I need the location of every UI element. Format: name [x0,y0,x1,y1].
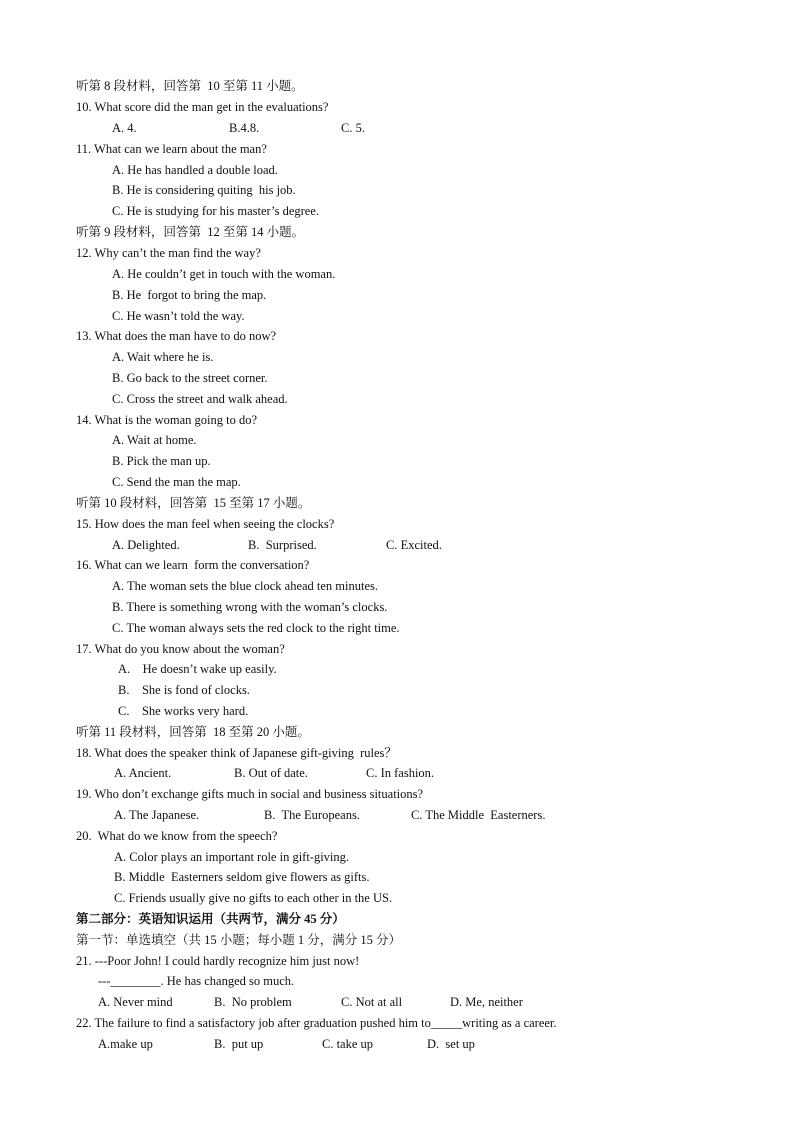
question-16: 16. What can we learn form the conversation? [76,558,310,572]
section-heading: 听第 9 段材料，回答第 12 至第 14 小题。 [76,225,305,239]
question-18: 18. What does the speaker think of Japanese gift-giving rules？ [76,746,397,760]
option-20a: A. Color plays an important role in gift-giving. [114,850,350,864]
option-11b: B. He is considering quiting his job. [112,183,296,197]
option-17c: C. She works very hard. [118,704,249,718]
option-12c: C. He wasn’t told the way. [112,309,245,323]
option-16b: B. There is something wrong with the woman’s clocks. [112,600,388,614]
question-13: 13. What does the man have to do now? [76,329,277,343]
option-14a: A. Wait at home. [112,433,197,447]
option-11a: A. He has handled a double load. [112,163,278,177]
option-11c: C. He is studying for his master’s degree. [112,204,320,218]
option-18b: B. Out of date. [234,766,308,780]
option-10a: A. 4. [112,121,137,135]
option-20b: B. Middle Easterners seldom give flowers as gifts. [114,870,370,884]
question-10: 10. What score did the man get in the evaluations? [76,100,329,114]
option-22a: A.make up [98,1037,153,1051]
option-15c: C. Excited. [386,538,442,552]
question-21-reply: ---________. He has changed so much. [98,974,295,988]
option-12a: A. He couldn’t get in touch with the woman. [112,267,336,281]
option-17b: B. She is fond of clocks. [118,683,250,697]
question-15: 15. How does the man feel when seeing the clocks? [76,517,335,531]
option-20c: C. Friends usually give no gifts to each other in the US. [114,891,393,905]
section-one-heading: 第一节：单选填空（共 15 小题；每小题 1 分，满分 15 分） [76,933,402,947]
option-18c: C. In fashion. [366,766,435,780]
option-15a: A. Delighted. [112,538,180,552]
question-20: 20. What do we know from the speech? [76,829,278,843]
option-15b: B. Surprised. [248,538,317,552]
option-22c: C. take up [322,1037,374,1051]
question-21: 21. ---Poor John! I could hardly recognize him just now! [76,954,360,968]
option-22d: D. set up [427,1037,475,1051]
option-21d: D. Me, neither [450,995,523,1009]
option-16c: C. The woman always sets the red clock to the right time. [112,621,400,635]
section-heading: 听第 10 段材料，回答第 15 至第 17 小题。 [76,496,311,510]
option-14c: C. Send the man the map. [112,475,241,489]
option-19a: A. The Japanese. [114,808,200,822]
option-10c: C. 5. [341,121,365,135]
option-21a: A. Never mind [98,995,173,1009]
question-19: 19. Who don’t exchange gifts much in social and business situations? [76,787,424,801]
section-heading: 听第 8 段材料，回答第 10 至第 11 小题。 [76,79,304,93]
option-21c: C. Not at all [341,995,403,1009]
option-17a: A. He doesn’t wake up easily. [118,662,277,676]
question-11: 11. What can we learn about the man? [76,142,267,156]
option-18a: A. Ancient. [114,766,172,780]
part-two-heading: 第二部分：英语知识运用（共两节，满分 45 分） [76,912,345,926]
option-13b: B. Go back to the street corner. [112,371,268,385]
question-12: 12. Why can’t the man find the way? [76,246,261,260]
option-13c: C. Cross the street and walk ahead. [112,392,288,406]
option-14b: B. Pick the man up. [112,454,211,468]
option-10b: B.4.8. [229,121,260,135]
question-14: 14. What is the woman going to do? [76,413,257,427]
option-16a: A. The woman sets the blue clock ahead ten minutes. [112,579,379,593]
option-13a: A. Wait where he is. [112,350,214,364]
section-heading: 听第 11 段材料，回答第 18 至第 20 小题。 [76,725,310,739]
option-22b: B. put up [214,1037,264,1051]
option-19b: B. The Europeans. [264,808,360,822]
question-17: 17. What do you know about the woman? [76,642,285,656]
option-19c: C. The Middle Easterners. [411,808,546,822]
option-21b: B. No problem [214,995,292,1009]
option-12b: B. He forgot to bring the map. [112,288,267,302]
question-22: 22. The failure to find a satisfactory job after graduation pushed him to_____writing as a career. [76,1016,557,1030]
